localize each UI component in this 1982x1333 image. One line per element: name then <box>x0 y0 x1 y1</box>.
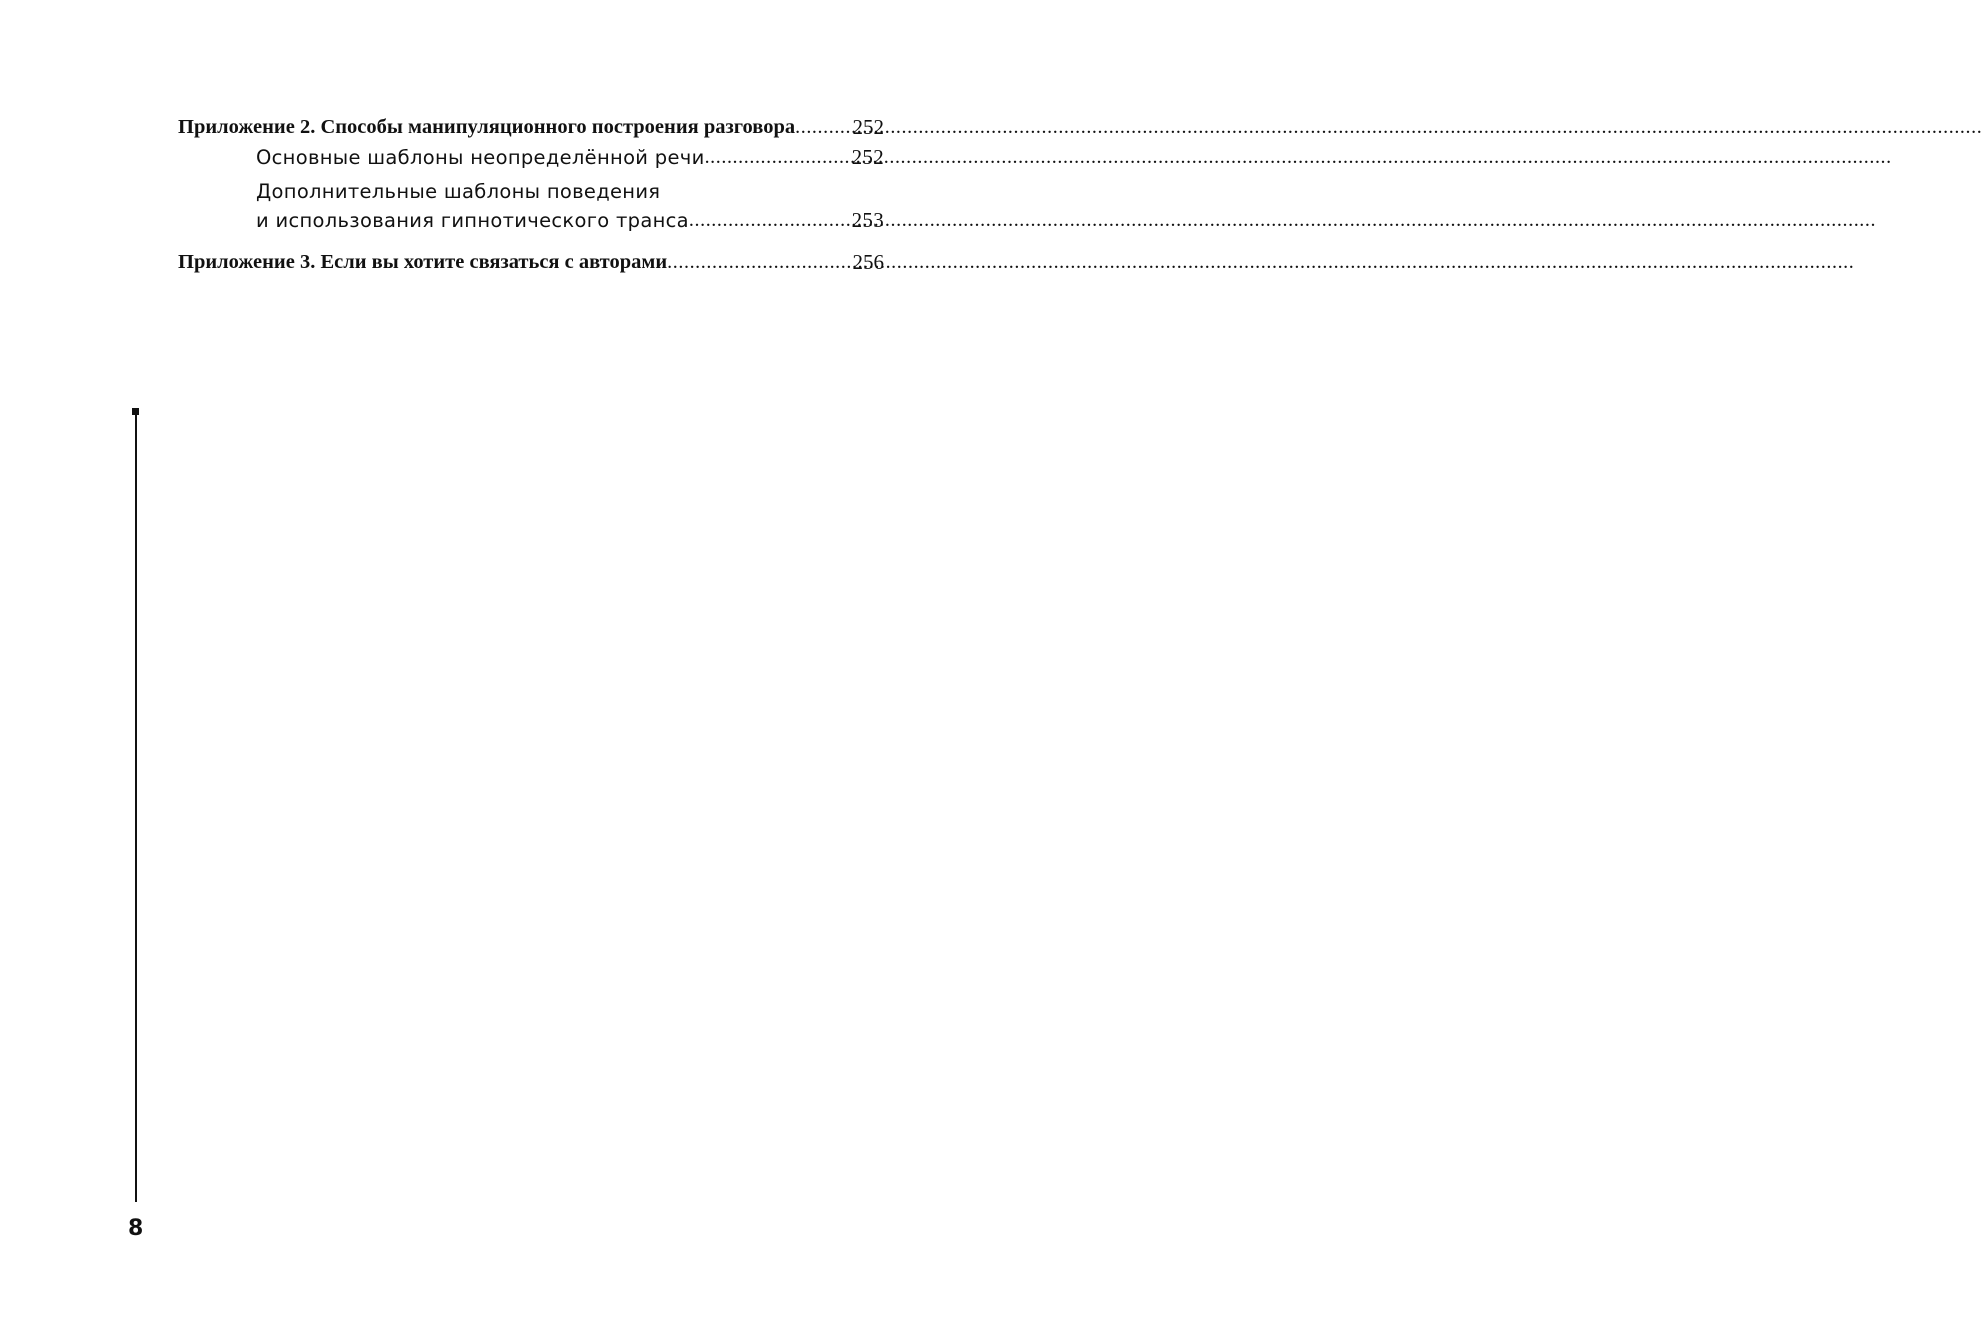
toc-entry-title-block <box>256 143 705 172</box>
toc-entry-title-block <box>178 112 795 142</box>
dot-leader <box>667 247 851 277</box>
toc-entry-title-block <box>256 177 689 235</box>
table-of-contents <box>178 112 884 277</box>
dot-leader <box>689 206 851 235</box>
toc-entry-title-line-1: Дополнительные шаблоны поведения <box>256 180 661 203</box>
toc-entry-page: 252 <box>851 145 884 169</box>
dot-leader <box>705 143 851 172</box>
page-number: 8 <box>128 1216 144 1241</box>
toc-entry-title-block <box>178 247 667 277</box>
toc-entry-page: 256 <box>852 250 884 274</box>
toc-entry-title: Основные шаблоны неопределённой речи <box>256 146 705 169</box>
toc-entry-basic-patterns[interactable] <box>178 143 884 172</box>
toc-entry-appendix-2[interactable] <box>178 112 884 142</box>
toc-entry-page: 252 <box>852 115 884 139</box>
toc-entry-title-line-2: и использования гипнотического транса <box>256 209 689 232</box>
margin-rule <box>135 414 137 1202</box>
toc-entry-title: Приложение 2. Способы манипуляционного построения разговора <box>178 116 796 138</box>
toc-entry-appendix-3[interactable] <box>178 247 884 277</box>
toc-entry-page: 253 <box>851 208 884 232</box>
toc-entry-title: Приложение 3. Если вы хотите связаться с авторами <box>178 251 668 273</box>
dot-leader <box>795 112 851 142</box>
toc-entry-additional-patterns[interactable] <box>178 177 884 235</box>
